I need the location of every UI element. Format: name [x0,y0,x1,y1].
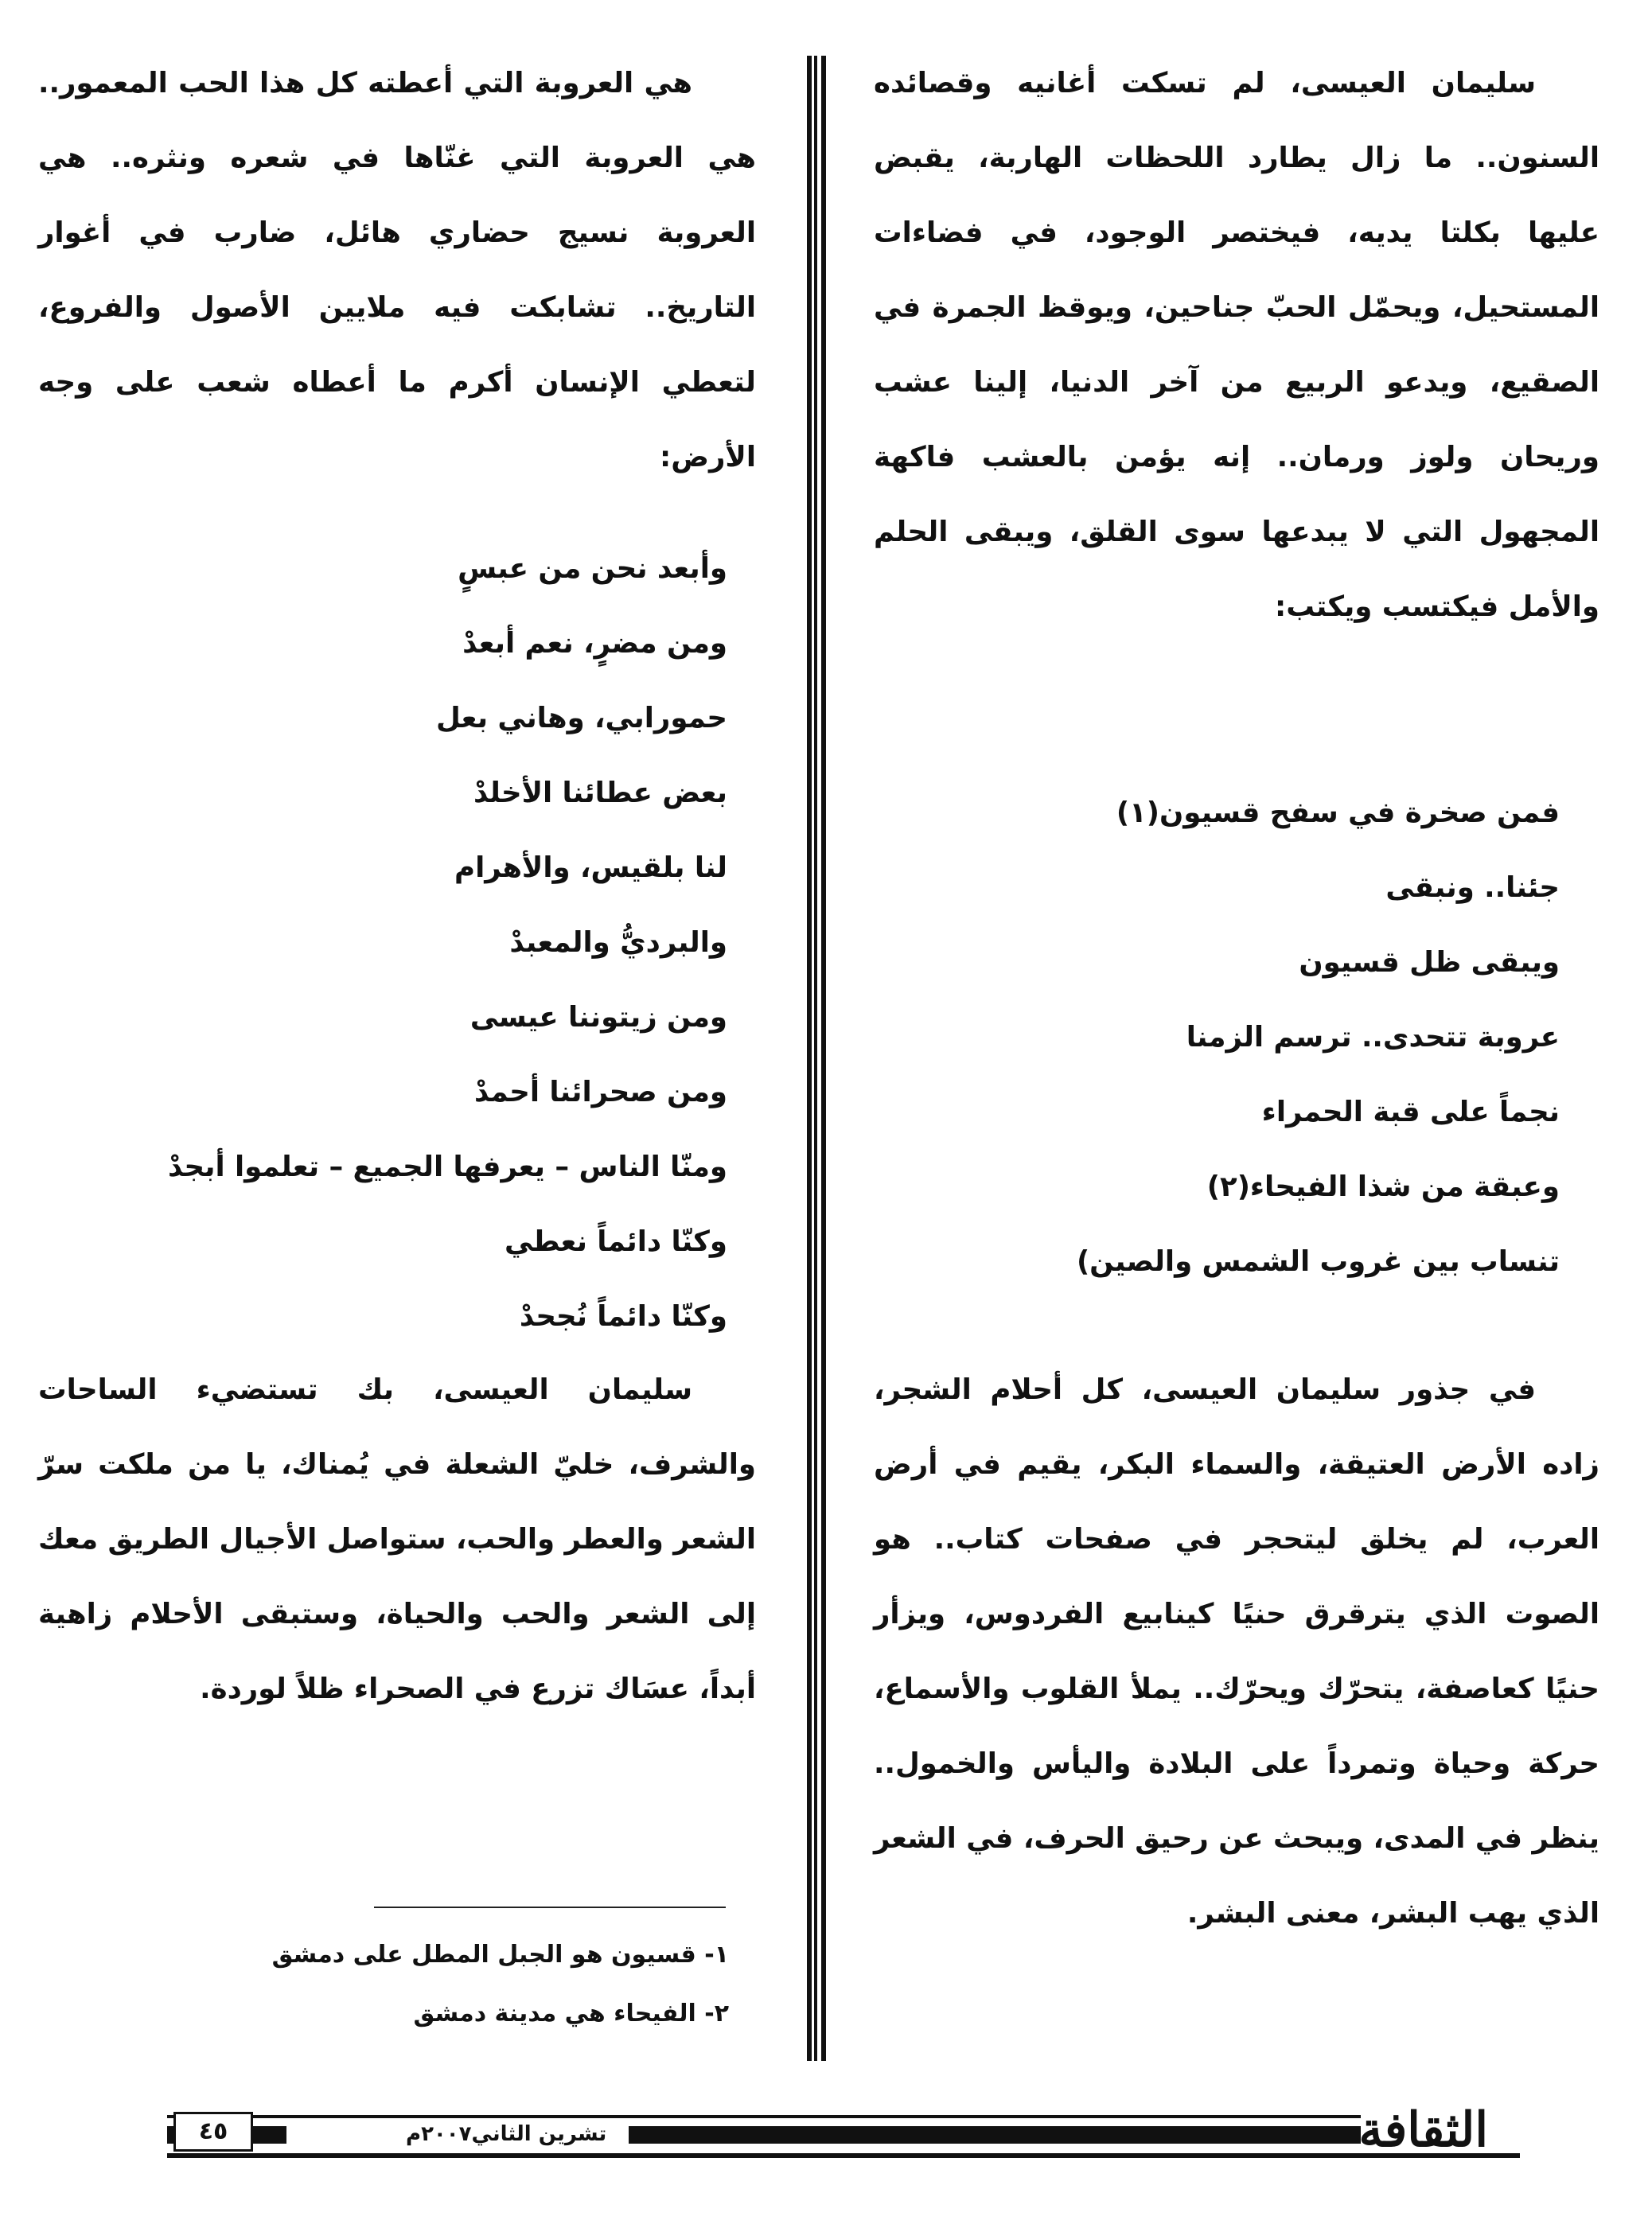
footnote-1: ١- قسيون هو الجبل المطل على دمشق [271,1941,729,1969]
poem-line: وعبقة من شذا الفيحاء(٢) [1206,1170,1560,1203]
column-divider [807,56,826,2061]
left-paragraph-2: سليمان العيسى، بك تستضيء الساحات والشرف، خليّ الشعلة في يُمناك، يا من ملكت سرّ الشعر والعطر والحب، ستواصل الأجيال الطريق معك إلى الشعر والحب والحياة، وستبقى الأحلام زاهية أبداً، عسَاك تزرع في الصحراء ظلاً لوردة. [38,1373,756,1705]
footnote-2: ٢- الفيحاء هي مدينة دمشق [413,2000,729,2027]
poem-line: حمورابي، وهاني بعل [435,702,727,734]
poem-line: والبرديُّ والمعبدْ [509,926,727,959]
right-poem [1077,776,1560,1299]
poem-line: وكنّا دائماً نُجحدْ [519,1300,727,1333]
right-column [874,46,1599,645]
poem-line: جئنا.. ونبقى [1385,871,1560,904]
poem-line: ومن زيتوننا عيسى [469,1001,727,1034]
right-column-lower [874,1353,1599,1951]
left-column [38,46,756,495]
footer-bar [629,2126,1361,2144]
footer-rule [167,2115,1361,2118]
right-paragraph-1: سليمان العيسى، لم تسكت أغانيه وقصائده السنون.. ما زال يطارد اللحظات الهاربة، يقبض عليها بكلتا يديه، فيختصر الوجود، في فضاءات المستحيل، ويحمّل الحبّ جناحين، ويوقظ الجمرة في الصقيع، ويدعو الربيع من آخر الدنيا، إلينا عشب وريحان ولوز ورمان.. إنه يؤمن بالعشب فاكهة المجهول التي لا يبدعها سوى القلق، ويبقى الحلم والأمل فيكتسب ويكتب: [874,67,1599,623]
page-footer [167,2102,1520,2164]
poem-line: ويبقى ظل قسيون [1299,946,1560,979]
poem-line: نجماً على قبة الحمراء [1261,1096,1560,1128]
poem-line: لنا بلقيس، والأهرام [454,851,727,884]
right-paragraph-2: في جذور سليمان العيسى، كل أحلام الشجر، زاده الأرض العتيقة، والسماء البكر، يقيم في أرض العرب، لم يخلق ليتحجر في صفحات كتاب.. هو الصوت الذي يترقرق حنيًا كينابيع الفردوس، ويزأر حنيًا كعاصفة، يتحرّك ويحرّك.. يملأ القلوب والأسماع، حركة وحياة وتمرداً على البلادة واليأس والخمول.. ينظر في المدى، ويبحث عن رحيق الحرف، في الشعر الذي يهب البشر، معنى البشر. [874,1373,1599,1930]
poem-line: ومنّا الناس – يعرفها الجميع – تعلموا أبجدْ [168,1151,727,1183]
footnotes [272,1926,729,2043]
left-column-lower [38,1353,756,1727]
poem-line: وكنّا دائماً نعطي [505,1225,727,1258]
poem-line: وأبعد نحن من عبسٍ [458,552,727,585]
left-poem [168,532,727,1354]
poem-line: بعض عطائنا الأخلدْ [473,777,727,809]
issue-date: تشرين الثاني٢٠٠٧م [406,2122,607,2146]
poem-line: عروبة تتحدى.. ترسم الزمنا [1186,1021,1560,1054]
magazine-logo: الثقافة [1358,2102,1488,2158]
poem-line: ومن صحرائنا أحمدْ [473,1076,727,1108]
poem-line: تنساب بين غروب الشمس والصين) [1076,1245,1560,1278]
poem-line: ومن مضرٍ، نعم أبعدْ [462,627,727,660]
page-number: ٤٥ [173,2112,253,2152]
poem-line: فمن صخرة في سفح قسيون(١) [1116,797,1560,829]
footnote-divider [374,1907,726,1908]
footer-rule [167,2153,1520,2158]
left-paragraph-1: هي العروبة التي أعطته كل هذا الحب المعمور.. هي العروبة التي غنّاها في شعره ونثره.. هي العروبة نسيج حضاري هائل، ضارب في أغوار التاريخ.. تشابكت فيه ملايين الأصول والفروع، لتعطي الإنسان أكرم ما أعطاه شعب على وجه الأرض: [38,67,756,473]
